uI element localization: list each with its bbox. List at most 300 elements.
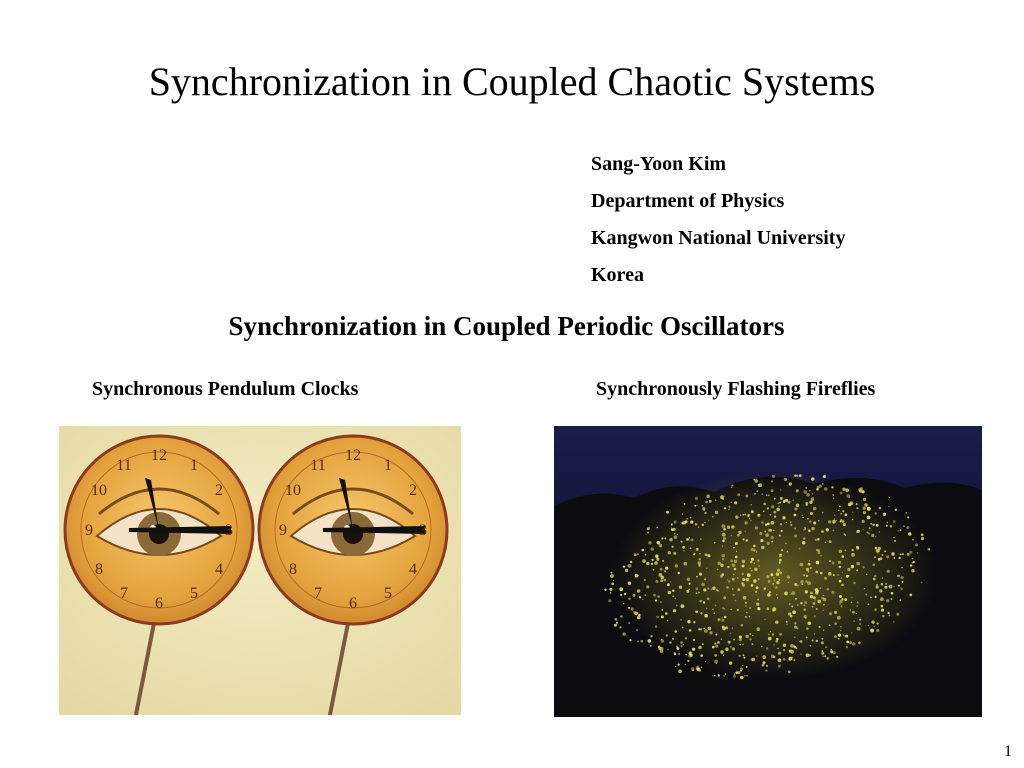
- firefly-dot: [856, 503, 858, 505]
- firefly-dot: [768, 529, 770, 531]
- firefly-dot: [753, 579, 757, 583]
- firefly-dot: [753, 549, 755, 551]
- firefly-dot: [743, 538, 745, 540]
- firefly-dot: [715, 511, 719, 515]
- firefly-dot: [679, 572, 681, 574]
- firefly-dot: [703, 628, 704, 629]
- firefly-dot: [868, 625, 869, 626]
- firefly-dot: [664, 579, 667, 582]
- firefly-dot: [819, 485, 822, 488]
- firefly-dot: [823, 598, 826, 601]
- firefly-dot: [816, 561, 820, 565]
- firefly-dot: [842, 488, 845, 491]
- firefly-dot: [823, 475, 826, 478]
- firefly-dot: [785, 499, 788, 502]
- firefly-dot: [714, 660, 718, 664]
- firefly-dot: [742, 573, 744, 575]
- firefly-dot: [773, 577, 774, 578]
- firefly-dot: [917, 552, 918, 553]
- firefly-dot: [851, 549, 853, 551]
- firefly-dot: [806, 575, 809, 578]
- firefly-dot: [857, 605, 858, 606]
- firefly-dot: [828, 520, 831, 523]
- firefly-dot: [751, 510, 754, 513]
- firefly-dot: [736, 551, 737, 552]
- firefly-dot: [776, 572, 780, 576]
- firefly-dot: [762, 664, 765, 667]
- firefly-dot: [732, 578, 735, 581]
- firefly-dot: [671, 524, 673, 526]
- firefly-dot: [656, 558, 659, 561]
- firefly-dot: [839, 550, 843, 554]
- firefly-dot: [852, 642, 855, 645]
- firefly-dot: [685, 664, 686, 665]
- firefly-dot: [712, 646, 715, 649]
- firefly-dot: [900, 529, 902, 531]
- firefly-dot: [628, 607, 630, 609]
- firefly-dot: [811, 497, 815, 501]
- firefly-dot: [697, 505, 698, 506]
- firefly-dot: [743, 654, 745, 656]
- firefly-dot: [827, 588, 830, 591]
- firefly-dot: [857, 602, 859, 604]
- firefly-dot: [807, 518, 809, 520]
- firefly-dot: [849, 497, 850, 498]
- firefly-dot: [721, 573, 724, 576]
- firefly-dot: [746, 539, 748, 541]
- clock-numeral: 12: [151, 447, 167, 464]
- firefly-dot: [683, 550, 685, 552]
- firefly-dot: [746, 635, 749, 638]
- firefly-dot: [651, 559, 653, 561]
- firefly-dot: [691, 539, 694, 542]
- firefly-dot: [896, 613, 899, 616]
- firefly-dot: [660, 568, 663, 571]
- clock-numeral: 4: [215, 561, 223, 578]
- firefly-dot: [672, 590, 674, 592]
- pendulum-clocks-caption: Synchronous Pendulum Clocks: [92, 378, 359, 400]
- firefly-dot: [732, 647, 735, 650]
- firefly-dot: [889, 497, 891, 499]
- firefly-dot: [722, 533, 726, 537]
- clock-numeral: 9: [279, 522, 287, 539]
- firefly-dot: [834, 622, 837, 625]
- firefly-dot: [705, 553, 708, 556]
- firefly-dot: [698, 646, 701, 649]
- firefly-dot: [928, 548, 931, 551]
- firefly-dot: [716, 589, 718, 591]
- firefly-dot: [704, 578, 706, 580]
- firefly-dot: [728, 641, 731, 644]
- firefly-dot: [781, 530, 783, 532]
- firefly-dot: [623, 603, 624, 604]
- firefly-dot: [735, 542, 738, 545]
- firefly-dot: [771, 536, 774, 539]
- firefly-dot: [727, 566, 729, 568]
- firefly-dot: [794, 637, 796, 639]
- firefly-dot: [751, 548, 754, 551]
- firefly-dot: [724, 507, 726, 509]
- firefly-dot: [888, 612, 890, 614]
- author-department: Department of Physics: [591, 190, 785, 212]
- firefly-dot: [804, 615, 807, 618]
- firefly-dot: [756, 656, 757, 657]
- firefly-dot: [682, 546, 685, 549]
- firefly-dot: [800, 654, 801, 655]
- firefly-dot: [833, 651, 836, 654]
- firefly-dot: [721, 554, 725, 558]
- firefly-dot: [776, 638, 779, 641]
- firefly-dot: [785, 543, 786, 544]
- firefly-dot: [847, 568, 850, 571]
- firefly-dot: [714, 654, 717, 657]
- firefly-dot: [741, 624, 744, 627]
- firefly-dot: [758, 607, 760, 609]
- firefly-dot: [698, 592, 700, 594]
- firefly-dot: [681, 604, 685, 608]
- firefly-dot: [650, 635, 652, 637]
- firefly-dot: [773, 511, 776, 514]
- firefly-dot: [841, 598, 843, 600]
- firefly-dot: [874, 608, 877, 611]
- firefly-dot: [797, 604, 799, 606]
- firefly-dot: [893, 621, 895, 623]
- firefly-dot: [874, 556, 876, 558]
- firefly-dot: [817, 600, 821, 604]
- firefly-dot: [815, 571, 818, 574]
- firefly-dot: [837, 616, 841, 620]
- firefly-dot: [651, 547, 654, 550]
- firefly-dot: [744, 514, 746, 516]
- clock-numeral: 10: [285, 482, 301, 499]
- firefly-dot: [745, 605, 747, 607]
- firefly-dot: [672, 595, 674, 597]
- firefly-dot: [620, 615, 622, 617]
- firefly-dot: [737, 577, 739, 579]
- firefly-dot: [806, 627, 809, 630]
- firefly-dot: [673, 528, 676, 531]
- firefly-dot: [812, 640, 814, 642]
- firefly-dot: [634, 553, 637, 556]
- firefly-dot: [648, 639, 652, 643]
- firefly-dot: [849, 641, 852, 644]
- firefly-dot: [864, 503, 867, 506]
- firefly-dot: [754, 568, 757, 571]
- clock-numeral: 3: [225, 522, 233, 539]
- firefly-dot: [656, 580, 659, 583]
- firefly-dot: [778, 579, 780, 581]
- firefly-dot: [743, 657, 745, 659]
- firefly-dot: [706, 568, 707, 569]
- firefly-dot: [754, 493, 755, 494]
- firefly-dot: [698, 563, 701, 566]
- author-block: [591, 146, 845, 294]
- firefly-dot: [772, 583, 774, 585]
- firefly-dot: [750, 658, 752, 660]
- firefly-dot: [881, 583, 883, 585]
- clock-numeral: 4: [409, 561, 417, 578]
- firefly-dot: [787, 575, 790, 578]
- firefly-dot: [734, 674, 735, 675]
- firefly-dot: [628, 622, 630, 624]
- firefly-dot: [611, 583, 614, 586]
- firefly-dot: [867, 531, 869, 533]
- firefly-dot: [786, 522, 787, 523]
- firefly-dot: [720, 564, 723, 567]
- firefly-dot: [723, 528, 726, 531]
- firefly-dot: [702, 643, 704, 645]
- firefly-dot: [794, 528, 796, 530]
- firefly-dot: [693, 553, 695, 555]
- firefly-dot: [881, 605, 884, 608]
- firefly-dot: [698, 668, 701, 671]
- firefly-dot: [740, 644, 741, 645]
- firefly-dot: [674, 521, 677, 524]
- firefly-dot: [707, 587, 709, 589]
- firefly-dot: [805, 590, 808, 593]
- firefly-dot: [778, 506, 779, 507]
- firefly-dot: [816, 488, 819, 491]
- firefly-dot: [684, 503, 686, 505]
- firefly-dot: [875, 596, 877, 598]
- firefly-dot: [731, 525, 735, 529]
- firefly-dot: [872, 564, 875, 567]
- firefly-dot: [730, 646, 731, 647]
- firefly-dot: [846, 641, 849, 644]
- firefly-dot: [686, 590, 689, 593]
- firefly-dot: [834, 515, 835, 516]
- firefly-dot: [750, 561, 752, 563]
- firefly-dot: [746, 675, 748, 677]
- firefly-dot: [678, 664, 680, 666]
- firefly-dot: [879, 589, 882, 592]
- firefly-dot: [856, 507, 858, 509]
- firefly-dot: [794, 659, 796, 661]
- firefly-dot: [724, 608, 726, 610]
- firefly-dot: [667, 649, 668, 650]
- firefly-dot: [784, 478, 787, 481]
- firefly-dot: [646, 585, 649, 588]
- clock-numeral: 1: [384, 457, 392, 474]
- firefly-dot: [628, 564, 632, 568]
- firefly-dot: [842, 510, 844, 512]
- firefly-dot: [828, 572, 832, 576]
- firefly-dot: [749, 638, 751, 640]
- firefly-dot: [734, 501, 737, 504]
- firefly-dot: [673, 552, 676, 555]
- firefly-dot: [831, 652, 833, 654]
- firefly-dot: [770, 514, 772, 516]
- firefly-dot: [722, 558, 724, 560]
- firefly-dot: [655, 625, 657, 627]
- firefly-dot: [655, 555, 658, 558]
- firefly-dot: [781, 549, 783, 551]
- firefly-dot: [747, 573, 751, 577]
- firefly-dot: [822, 512, 824, 514]
- firefly-dot: [814, 615, 816, 617]
- firefly-dot: [881, 609, 884, 612]
- firefly-dot: [767, 607, 770, 610]
- firefly-dot: [698, 628, 700, 630]
- firefly-dot: [829, 612, 832, 615]
- firefly-dot: [845, 534, 846, 535]
- firefly-dot: [909, 594, 912, 597]
- firefly-dot: [749, 616, 751, 618]
- firefly-dot: [745, 495, 748, 498]
- firefly-dot: [772, 609, 775, 612]
- firefly-dot: [625, 569, 628, 572]
- firefly-dot: [756, 491, 758, 493]
- firefly-dot: [609, 588, 612, 591]
- firefly-dot: [804, 601, 807, 604]
- firefly-dot: [864, 588, 865, 589]
- firefly-dot: [766, 494, 768, 496]
- firefly-dot: [816, 590, 819, 593]
- firefly-dot: [808, 563, 811, 566]
- firefly-dot: [778, 665, 781, 668]
- clock-numeral: 8: [289, 561, 297, 578]
- firefly-dot: [898, 585, 900, 587]
- firefly-dot: [700, 538, 701, 539]
- firefly-dot: [779, 502, 781, 504]
- firefly-dot: [893, 520, 896, 523]
- firefly-dot: [668, 551, 671, 554]
- firefly-dot: [800, 563, 804, 567]
- firefly-dot: [703, 588, 706, 591]
- clock-numeral: 11: [310, 457, 326, 474]
- firefly-dot: [737, 534, 740, 537]
- firefly-dot: [712, 675, 713, 676]
- firefly-dot: [779, 633, 782, 636]
- firefly-dot: [863, 529, 864, 530]
- firefly-dot: [749, 607, 751, 609]
- firefly-dot: [812, 493, 814, 495]
- firefly-dot: [910, 564, 912, 566]
- firefly-dot: [794, 622, 796, 624]
- firefly-dot: [745, 602, 747, 604]
- firefly-dot: [708, 520, 709, 521]
- firefly-dot: [851, 553, 855, 557]
- firefly-dot: [687, 660, 689, 662]
- firefly-dot: [730, 535, 732, 537]
- firefly-dot: [824, 577, 827, 580]
- firefly-dot: [766, 647, 768, 649]
- firefly-dot: [768, 637, 772, 641]
- firefly-dot: [767, 593, 771, 597]
- firefly-dot: [695, 523, 698, 526]
- firefly-dot: [915, 543, 918, 546]
- firefly-dot: [673, 609, 676, 612]
- firefly-dot: [722, 619, 725, 622]
- firefly-dot: [763, 503, 766, 506]
- firefly-dot: [616, 622, 618, 624]
- firefly-dot: [800, 603, 801, 604]
- firefly-dot: [660, 647, 664, 651]
- firefly-dot: [790, 593, 792, 595]
- firefly-dot: [755, 526, 758, 529]
- firefly-dot: [737, 671, 740, 674]
- firefly-dot: [843, 634, 844, 635]
- firefly-dot: [706, 608, 707, 609]
- firefly-dot: [826, 528, 829, 531]
- firefly-dot: [763, 510, 765, 512]
- firefly-dot: [837, 574, 839, 576]
- firefly-dot: [715, 645, 718, 648]
- firefly-dot: [906, 512, 908, 514]
- firefly-dot: [751, 570, 753, 572]
- firefly-dot: [852, 512, 853, 513]
- firefly-dot: [820, 587, 822, 589]
- firefly-dot: [902, 581, 904, 583]
- firefly-dot: [779, 562, 781, 564]
- clock-numeral: 6: [155, 595, 163, 612]
- firefly-dot: [714, 542, 715, 543]
- firefly-dot: [671, 546, 673, 548]
- firefly-dot: [681, 645, 683, 647]
- firefly-dot: [733, 594, 735, 596]
- firefly-dot: [850, 609, 851, 610]
- firefly-dot: [647, 532, 649, 534]
- firefly-dot: [912, 558, 914, 560]
- firefly-dot: [876, 584, 878, 586]
- firefly-dot: [613, 580, 614, 581]
- firefly-dot: [850, 501, 854, 505]
- firefly-dot: [656, 616, 659, 619]
- firefly-dot: [775, 621, 778, 624]
- firefly-dot: [876, 549, 880, 553]
- firefly-dot: [880, 597, 884, 601]
- firefly-dot: [901, 567, 902, 568]
- firefly-dot: [889, 615, 891, 617]
- firefly-dot: [832, 520, 836, 524]
- firefly-dot: [876, 524, 879, 527]
- firefly-dot: [851, 597, 852, 598]
- firefly-dot: [921, 533, 924, 536]
- firefly-dot: [700, 612, 702, 614]
- firefly-dot: [634, 612, 638, 616]
- firefly-dot: [641, 640, 644, 643]
- firefly-dot: [825, 646, 827, 648]
- firefly-dot: [790, 521, 792, 523]
- firefly-dot: [771, 489, 774, 492]
- firefly-dot: [723, 596, 726, 599]
- firefly-dot: [788, 582, 789, 583]
- firefly-dot: [619, 626, 621, 628]
- firefly-dot: [731, 487, 732, 488]
- firefly-dot: [629, 639, 631, 641]
- firefly-dot: [899, 557, 901, 559]
- firefly-dot: [900, 554, 902, 556]
- firefly-dot: [809, 501, 812, 504]
- firefly-dot: [811, 527, 814, 530]
- firefly-dot: [709, 631, 712, 634]
- firefly-dot: [875, 547, 878, 550]
- firefly-dot: [868, 604, 870, 606]
- firefly-dot: [624, 593, 626, 595]
- firefly-dot: [740, 515, 741, 516]
- firefly-dot: [671, 528, 672, 529]
- firefly-dot: [870, 523, 872, 525]
- firefly-dot: [867, 507, 871, 511]
- firefly-dot: [845, 513, 848, 516]
- firefly-dot: [877, 553, 878, 554]
- firefly-dot: [802, 517, 803, 518]
- firefly-dot: [732, 628, 733, 629]
- firefly-dot: [794, 514, 797, 517]
- firefly-dot: [757, 627, 761, 631]
- firefly-dot: [742, 578, 745, 581]
- firefly-dot: [773, 530, 774, 531]
